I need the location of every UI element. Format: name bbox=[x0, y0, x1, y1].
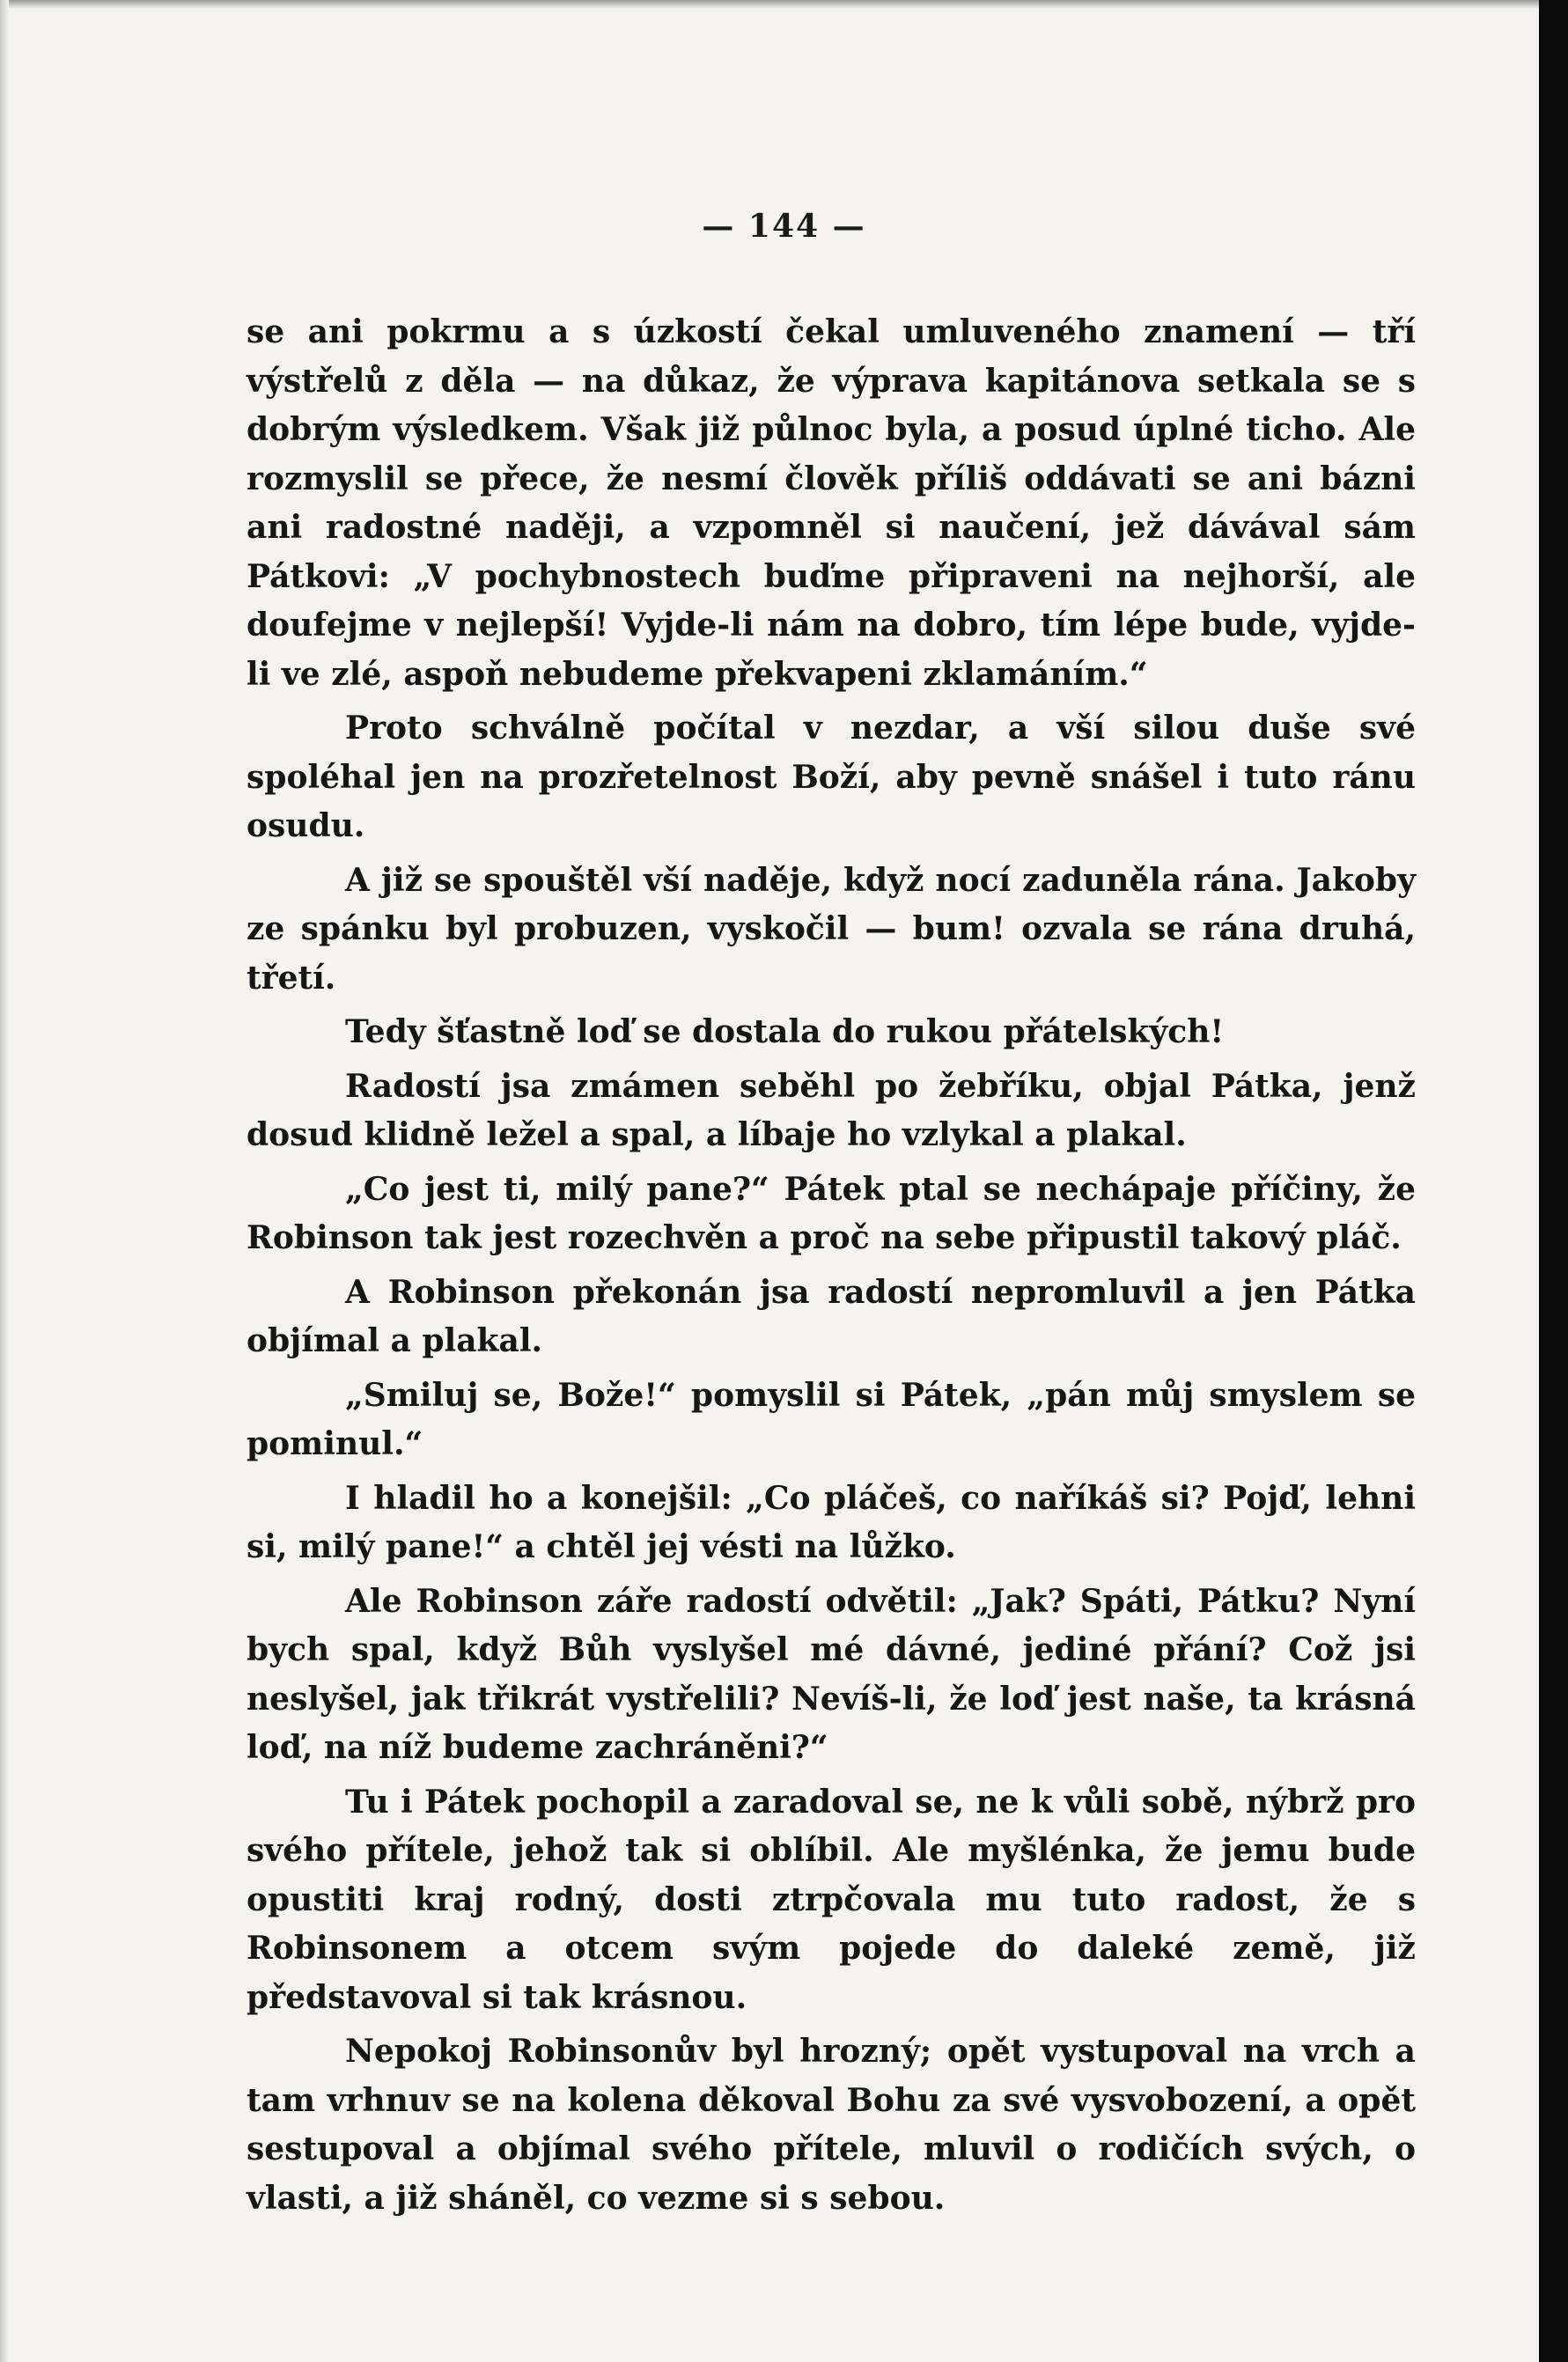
page-number: — 144 — bbox=[702, 208, 866, 245]
scan-border-top bbox=[0, 0, 1568, 9]
paragraph: A Robinson překonán jsa radostí nepromluvil a jen Pátka objímal a plakal. bbox=[247, 1273, 1416, 1359]
paragraph: „Smiluj se, Bože!“ pomyslil si Pátek, „pán můj smyslem se pominul.“ bbox=[247, 1376, 1416, 1462]
paragraph: „Co jest ti, milý pane?“ Pátek ptal se nechápaje příčiny, že Robinson tak jest rozechvěn a proč na sebe připustil takový pláč. bbox=[247, 1170, 1416, 1256]
paragraph: I hladil ho a konejšil: „Co pláčeš, co naříkáš si? Pojď, lehni si, milý pane!“ a chtěl jej vésti na lůžko. bbox=[247, 1479, 1416, 1565]
paragraph: Proto schválně počítal v nezdar, a vší silou duše své spoléhal jen na prozřetelnost Boží, aby pevně snášel i tuto ránu osudu. bbox=[247, 710, 1416, 844]
paragraph: Radostí jsa zmámen seběhl po žebříku, objal Pátka, jenž dosud klidně ležel a spal, a líbaje ho vzlykal a plakal. bbox=[247, 1067, 1416, 1153]
body-text bbox=[247, 308, 1416, 2228]
paragraph: Tedy šťastně loď se dostala do rukou přátelských! bbox=[345, 1013, 1225, 1050]
paragraph: se ani pokrmu a s úzkostí čekal umluveného znamení — tří výstřelů z děla — na důkaz, že výprava kapitánova setkala se s dobrým výsledkem. Však již půlnoc byla, a posud úplné ticho. Ale rozmyslil se přece, že nesmí člověk příliš oddávati se ani bázni ani radostné naději, a vzpomněl si naučení, jež dávával sám Pátkovi: „V pochybnostech buďme připraveni na nejhorší, ale doufejme v nejlepší! Vyjde-li nám na dobro, tím lépe bude, vyjde-li ve zlé, aspoň nebudeme překvapeni zklamáním.“ bbox=[247, 313, 1416, 693]
paragraph: Tu i Pátek pochopil a zaradoval se, ne k vůli sobě, nýbrž pro svého přítele, jehož tak si oblíbil. Ale myšlénka, že jemu bude opustiti kraj rodný, dosti ztrpčovala mu tuto radost, že s Robinsonem a otcem svým pojede do daleké země, již představoval si tak krásnou. bbox=[247, 1783, 1416, 2016]
paragraph: Nepokoj Robinsonův byl hrozný; opět vystupoval na vrch a tam vrhnuv se na kolena děkoval Bohu za své vysvobození, a opět sestupoval a objímal svého přítele, mluvil o rodičích svých, o vlasti, a již sháněl, co vezme si s sebou. bbox=[247, 2033, 1416, 2217]
scan-border-right bbox=[1539, 0, 1568, 2362]
scan-border-left bbox=[0, 0, 9, 2362]
paragraph: Ale Robinson záře radostí odvětil: „Jak? Spáti, Pátku? Nyní bych spal, když Bůh vyslyšel mé dávné, jediné přání? Což jsi neslyšel, jak třikrát vystřelili? Nevíš-li, že loď jest naše, ta krásná loď, na níž budeme zachráněni?“ bbox=[247, 1582, 1416, 1766]
paragraph: A již se spouštěl vší naděje, když nocí zaduněla rána. Jakoby ze spánku byl probuzen, vyskočil — bum! ozvala se rána druhá, třetí. bbox=[247, 861, 1416, 997]
